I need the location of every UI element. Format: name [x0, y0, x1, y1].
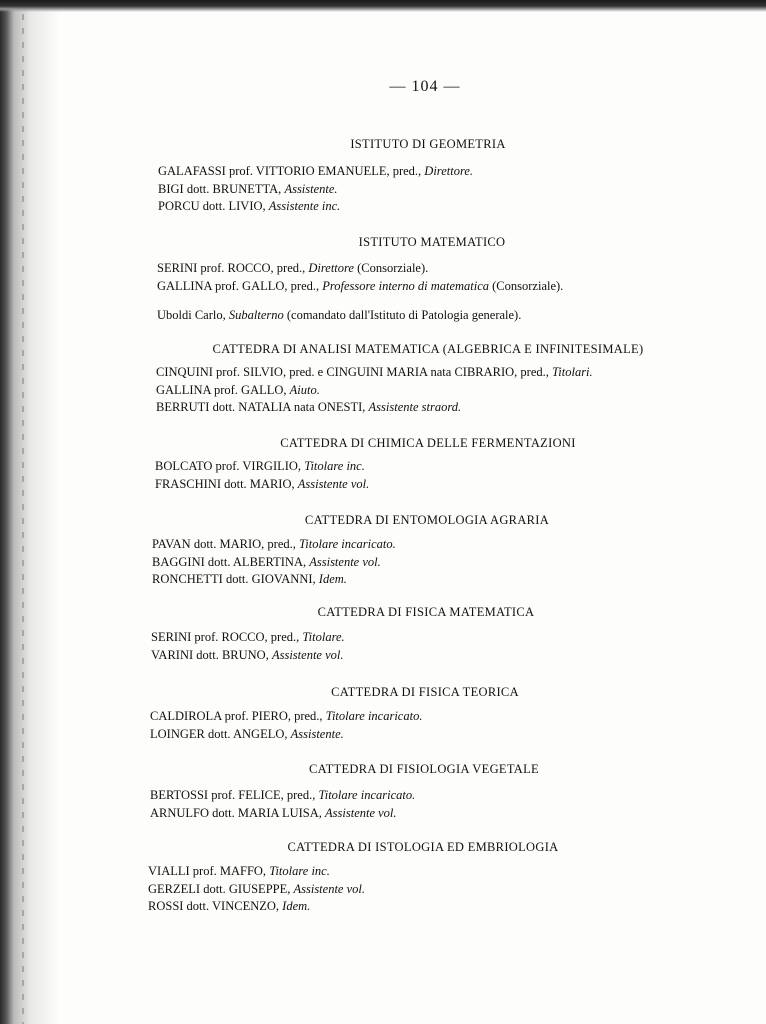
staff-name-text: LOINGER dott. ANGELO,: [150, 726, 291, 741]
staff-entry: [150, 788, 415, 803]
staff-role: Direttore: [308, 261, 354, 275]
staff-name-text: GERZELI dott. GIUSEPPE,: [148, 881, 294, 896]
staff-role: Assistente vol.: [297, 476, 370, 491]
staff-role: Direttore.: [424, 164, 474, 178]
staff-name-text: Uboldi Carlo,: [157, 308, 229, 322]
staff-role: Titolare inc.: [304, 459, 365, 473]
staff-name-text: BERTOSSI prof. FELICE, pred.,: [150, 788, 319, 802]
section-heading: CATTEDRA DI FISICA TEORICA: [331, 685, 519, 699]
section-heading: CATTEDRA DI CHIMICA DELLE FERMENTAZIONI: [280, 436, 576, 450]
staff-name-text: RONCHETTI dott. GIOVANNI,: [152, 572, 319, 586]
staff-entry: [156, 365, 593, 380]
staff-role: Professore interno di matematica: [322, 278, 490, 293]
staff-name-text: BAGGINI dott. ALBERTINA,: [152, 554, 310, 569]
section-heading: ISTITUTO DI GEOMETRIA: [350, 137, 506, 151]
staff-entry: [150, 806, 397, 821]
scan-edge-top: [0, 0, 766, 12]
staff-role: Titolare.: [302, 630, 345, 644]
staff-role: Titolare incaricato.: [318, 788, 416, 802]
staff-entry: [157, 308, 521, 323]
staff-role: Titolare incaricato.: [325, 709, 423, 723]
staff-entry: [150, 727, 344, 742]
staff-entry: [156, 383, 320, 398]
staff-name-text: GALLINA prof. GALLO,: [156, 382, 290, 397]
staff-entry: [151, 630, 345, 645]
staff-role: Titolare inc.: [269, 864, 330, 878]
page-number: — 104 —: [389, 78, 461, 95]
staff-entry: [151, 648, 343, 663]
scan-edge-left: [0, 0, 60, 1024]
staff-role: Idem.: [282, 899, 311, 913]
section-heading: CATTEDRA DI ENTOMOLOGIA AGRARIA: [304, 513, 550, 527]
staff-name-text: VIALLI prof. MAFFO,: [148, 864, 270, 878]
staff-entry: [150, 709, 422, 724]
staff-name-text: BERRUTI dott. NATALIA nata ONESTI,: [156, 400, 369, 414]
staff-entry: [152, 555, 381, 570]
staff-entry: [148, 864, 330, 879]
staff-name-text: PAVAN dott. MARIO, pred.,: [152, 537, 300, 551]
staff-role: Assistente straord.: [368, 400, 462, 414]
staff-role: Idem.: [318, 572, 347, 586]
section-heading: CATTEDRA DI FISIOLOGIA VEGETALE: [309, 762, 539, 776]
staff-entry: [148, 899, 310, 914]
staff-role: Titolari.: [552, 365, 593, 379]
staff-name-text: PORCU dott. LIVIO,: [158, 199, 269, 213]
staff-entry: [158, 182, 338, 197]
staff-name-text: CALDIROLA prof. PIERO, pred.,: [150, 709, 326, 723]
section-heading: CATTEDRA DI ANALISI MATEMATICA (ALGEBRICA E INFINITESIMALE): [212, 342, 644, 356]
staff-entry: [157, 279, 563, 294]
staff-name-text: ROSSI dott. VINCENZO,: [148, 899, 283, 913]
staff-entry: [157, 261, 428, 276]
section-heading: CATTEDRA DI ISTOLOGIA ED EMBRIOLOGIA: [287, 840, 559, 854]
staff-role: Assistente inc.: [268, 199, 341, 213]
staff-role: Subalterno: [228, 308, 284, 322]
staff-name-text: (Consorziale).: [353, 261, 429, 275]
section-heading: ISTITUTO MATEMATICO: [358, 235, 506, 249]
staff-name-text: (comandato dall'Istituto di Patologia generale).: [283, 308, 522, 322]
staff-role: Assistente vol.: [271, 647, 344, 662]
staff-role: Assistente vol.: [325, 805, 397, 820]
staff-name-text: SERINI prof. ROCCO, pred.,: [151, 630, 303, 644]
staff-name-text: BIGI dott. BRUNETTA,: [158, 181, 285, 196]
staff-role: Assistente.: [284, 181, 338, 196]
staff-role: Assistente vol.: [293, 881, 365, 896]
staff-role: Assistente vol.: [309, 554, 381, 569]
staff-name-text: SERINI prof. ROCCO, pred.,: [157, 261, 309, 275]
staff-name-text: ARNULFO dott. MARIA LUISA,: [150, 805, 326, 820]
staff-name-text: (Consorziale).: [489, 278, 564, 293]
staff-entry: [156, 400, 461, 415]
staff-role: Titolare incaricato.: [299, 537, 396, 551]
staff-name-text: GALLINA prof. GALLO, pred.,: [157, 278, 323, 293]
staff-entry: [155, 477, 369, 492]
staff-role: Aiuto.: [289, 382, 320, 397]
staff-entry: [155, 459, 365, 474]
staff-entry: [152, 537, 396, 552]
staff-name-text: VARINI dott. BRUNO,: [151, 647, 272, 662]
staff-entry: [158, 199, 340, 214]
staff-name-text: BOLCATO prof. VIRGILIO,: [155, 459, 305, 473]
staff-name-text: FRASCHINI dott. MARIO,: [155, 476, 298, 491]
staff-entry: [152, 572, 347, 587]
staff-name-text: CINQUINI prof. SILVIO, pred. e CINGUINI MARIA nata CIBRARIO, pred.,: [156, 365, 553, 379]
staff-entry: [148, 882, 365, 897]
staff-role: Assistente.: [290, 726, 344, 741]
section-heading: CATTEDRA DI FISICA MATEMATICA: [317, 605, 535, 619]
staff-name-text: GALAFASSI prof. VITTORIO EMANUELE, pred.,: [158, 164, 425, 178]
staff-entry: [158, 164, 473, 179]
